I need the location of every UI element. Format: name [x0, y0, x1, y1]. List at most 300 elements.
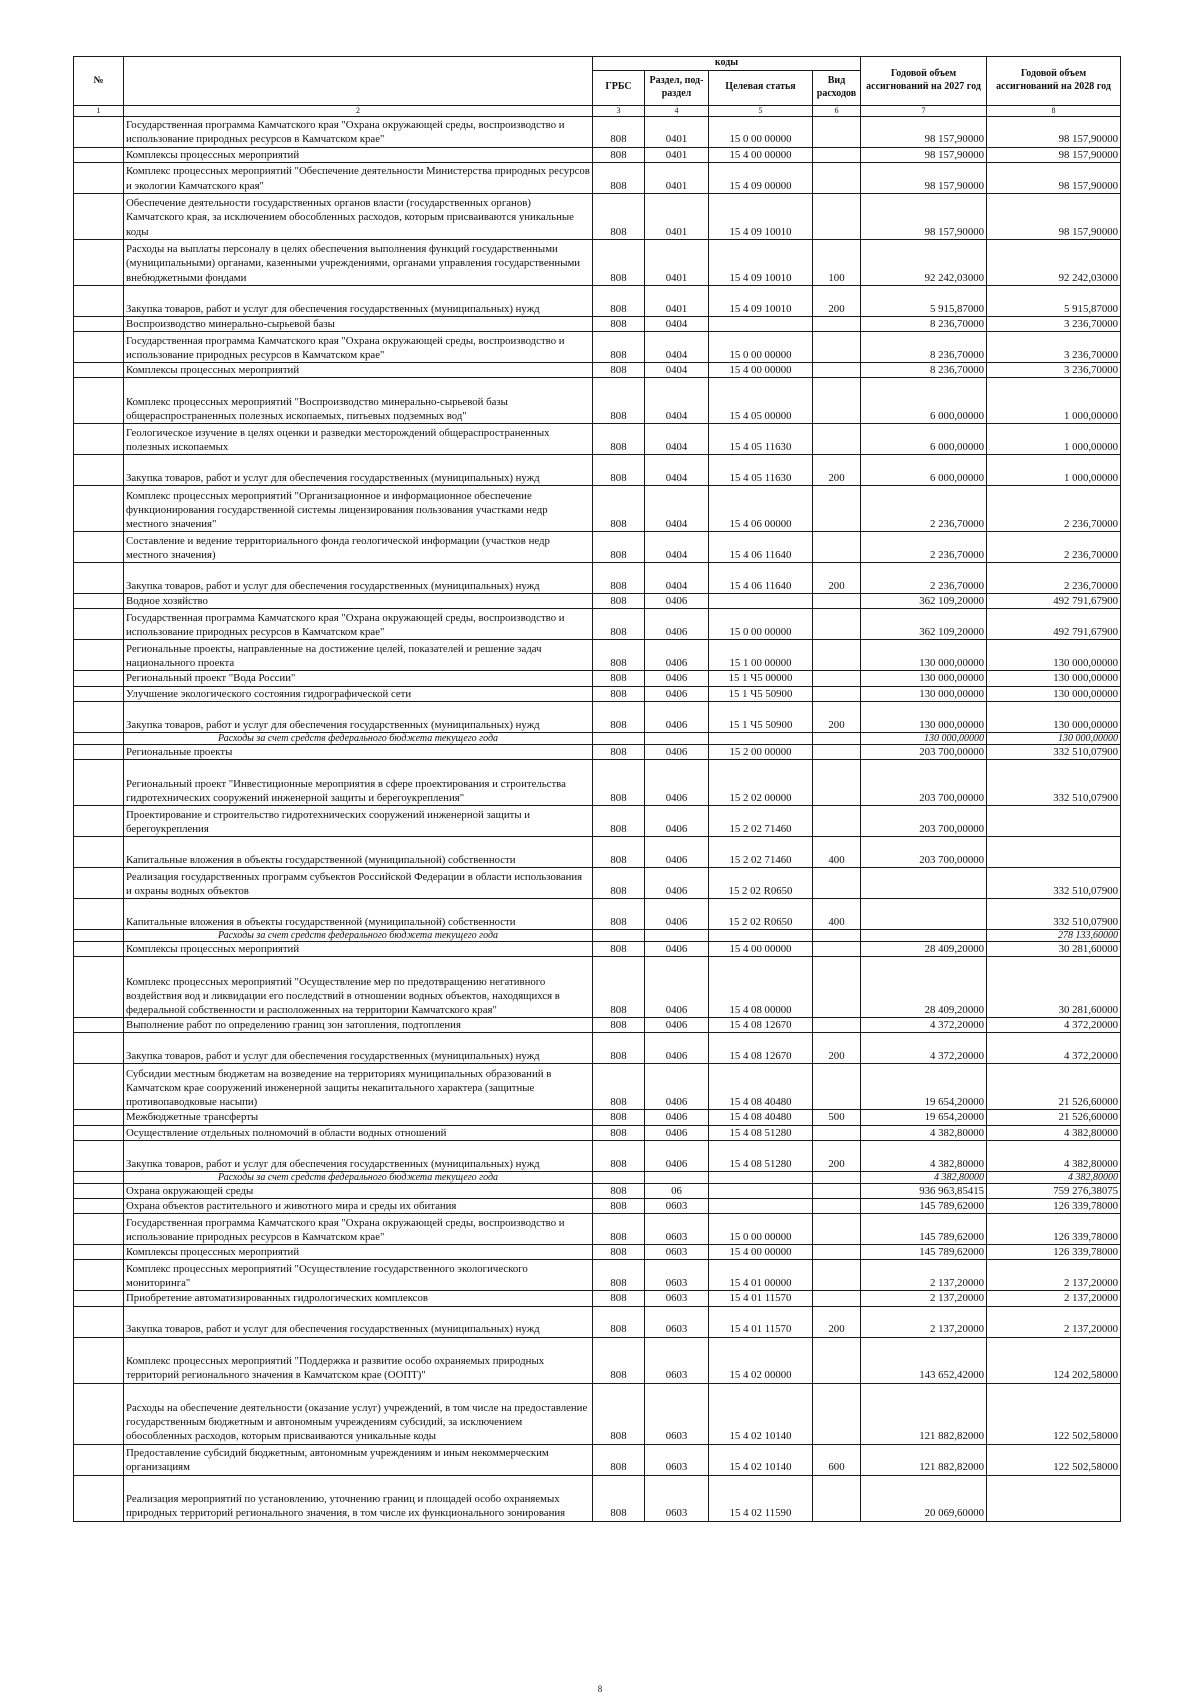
row-number-cell — [74, 640, 124, 671]
table-row — [74, 1475, 1121, 1521]
row-section-cell: 0406 — [645, 941, 709, 956]
row-2028-cell: 98 157,90000 — [987, 193, 1121, 239]
header-section: Раздел, под-раздел — [645, 70, 709, 105]
row-section-cell: 0406 — [645, 1064, 709, 1110]
row-target-cell: 15 4 00 00000 — [709, 1245, 813, 1260]
row-2028-cell: 2 236,70000 — [987, 563, 1121, 594]
row-section-cell: 0406 — [645, 686, 709, 701]
row-2028-cell: 30 281,60000 — [987, 941, 1121, 956]
row-number-cell — [74, 1183, 124, 1198]
row-name-cell: Комплекс процессных мероприятий "Организационное и информационное обеспечение функционирования государственной системы лицензирования пользования участками недр местного значения" — [124, 486, 593, 532]
row-name-cell: Межбюджетные трансферты — [124, 1110, 593, 1125]
row-number-cell — [74, 1383, 124, 1444]
row-section-cell: 0603 — [645, 1383, 709, 1444]
row-grbs-cell: 808 — [593, 759, 645, 805]
row-target-cell: 15 4 08 40480 — [709, 1064, 813, 1110]
row-2028-cell — [987, 805, 1121, 836]
row-number-cell — [74, 686, 124, 701]
row-name-cell: Составление и ведение территориального фонда геологической информации (участков недр местного значения) — [124, 532, 593, 563]
row-expense-type-cell — [813, 1198, 861, 1213]
row-2027-cell: 98 157,90000 — [861, 116, 987, 147]
row-target-cell — [709, 316, 813, 331]
table-row — [74, 1444, 1121, 1475]
row-number-cell — [74, 1125, 124, 1140]
row-expense-type-cell — [813, 744, 861, 759]
row-2027-cell: 4 372,20000 — [861, 1018, 987, 1033]
row-name-cell: Закупка товаров, работ и услуг для обеспечения государственных (муниципальных) нужд — [124, 1033, 593, 1064]
header-target: Целевая статья — [709, 70, 813, 105]
row-2027-cell: 2 137,20000 — [861, 1260, 987, 1291]
row-number-cell — [74, 285, 124, 316]
row-grbs-cell: 808 — [593, 285, 645, 316]
header-2027: Годовой объем ассигнований на 2027 год — [861, 57, 987, 106]
row-section-cell: 0406 — [645, 957, 709, 1018]
row-number-cell — [74, 836, 124, 867]
row-2028-cell: 1 000,00000 — [987, 424, 1121, 455]
row-2028-cell: 4 372,20000 — [987, 1018, 1121, 1033]
row-section-cell: 0404 — [645, 455, 709, 486]
table-row — [74, 316, 1121, 331]
row-grbs-cell: 808 — [593, 1337, 645, 1383]
row-2027-cell: 2 137,20000 — [861, 1306, 987, 1337]
row-name-cell: Закупка товаров, работ и услуг для обеспечения государственных (муниципальных) нужд — [124, 455, 593, 486]
row-grbs-cell: 808 — [593, 957, 645, 1018]
row-section-cell: 0406 — [645, 744, 709, 759]
row-name-cell: Расходы за счет средств федерального бюджета текущего года — [124, 1171, 593, 1183]
table-row — [74, 1183, 1121, 1198]
row-grbs-cell: 808 — [593, 836, 645, 867]
table-row — [74, 239, 1121, 285]
row-section-cell: 0406 — [645, 671, 709, 686]
row-name-cell: Капитальные вложения в объекты государственной (муниципальной) собственности — [124, 898, 593, 929]
row-number-cell — [74, 1198, 124, 1213]
row-2028-cell: 21 526,60000 — [987, 1064, 1121, 1110]
row-grbs-cell: 808 — [593, 1110, 645, 1125]
row-target-cell: 15 4 08 00000 — [709, 957, 813, 1018]
row-expense-type-cell — [813, 594, 861, 609]
row-2027-cell: 8 236,70000 — [861, 362, 987, 377]
row-name-cell: Государственная программа Камчатского края "Охрана окружающей среды, воспроизводство и использование природных ресурсов в Камчатском крае" — [124, 116, 593, 147]
table-row — [74, 1214, 1121, 1245]
row-expense-type-cell — [813, 193, 861, 239]
row-2028-cell: 130 000,00000 — [987, 671, 1121, 686]
row-expense-type-cell — [813, 1337, 861, 1383]
row-expense-type-cell — [813, 116, 861, 147]
row-name-cell: Государственная программа Камчатского края "Охрана окружающей среды, воспроизводство и использование природных ресурсов в Камчатском крае" — [124, 331, 593, 362]
row-grbs-cell: 808 — [593, 563, 645, 594]
row-number-cell — [74, 957, 124, 1018]
row-grbs-cell: 808 — [593, 686, 645, 701]
row-2027-cell: 20 069,60000 — [861, 1475, 987, 1521]
table-row — [74, 671, 1121, 686]
row-grbs-cell: 808 — [593, 378, 645, 424]
row-expense-type-cell — [813, 686, 861, 701]
row-2028-cell: 332 510,07900 — [987, 898, 1121, 929]
table-row — [74, 116, 1121, 147]
row-grbs-cell: 808 — [593, 193, 645, 239]
row-section-cell: 0401 — [645, 285, 709, 316]
row-grbs-cell: 808 — [593, 671, 645, 686]
row-2027-cell: 130 000,00000 — [861, 671, 987, 686]
row-expense-type-cell — [813, 532, 861, 563]
table-row — [74, 424, 1121, 455]
row-2027-cell: 203 700,00000 — [861, 836, 987, 867]
row-number-cell — [74, 563, 124, 594]
row-target-cell: 15 4 08 51280 — [709, 1125, 813, 1140]
row-grbs-cell: 808 — [593, 116, 645, 147]
budget-table — [73, 56, 1121, 1522]
row-name-cell: Закупка товаров, работ и услуг для обеспечения государственных (муниципальных) нужд — [124, 563, 593, 594]
row-section-cell: 0404 — [645, 378, 709, 424]
row-section-cell: 0404 — [645, 316, 709, 331]
row-expense-type-cell: 600 — [813, 1444, 861, 1475]
table-row — [74, 563, 1121, 594]
row-grbs-cell: 808 — [593, 805, 645, 836]
row-expense-type-cell — [813, 640, 861, 671]
row-number-cell — [74, 898, 124, 929]
row-2027-cell: 130 000,00000 — [861, 686, 987, 701]
row-2027-cell: 121 882,82000 — [861, 1383, 987, 1444]
row-expense-type-cell — [813, 424, 861, 455]
row-2028-cell: 4 382,80000 — [987, 1140, 1121, 1171]
table-row — [74, 759, 1121, 805]
row-grbs-cell: 808 — [593, 1260, 645, 1291]
row-section-cell: 0401 — [645, 147, 709, 162]
row-2027-cell: 145 789,62000 — [861, 1245, 987, 1260]
row-section-cell: 0406 — [645, 1140, 709, 1171]
row-2027-cell — [861, 898, 987, 929]
row-number-cell — [74, 941, 124, 956]
row-2027-cell: 2 137,20000 — [861, 1291, 987, 1306]
row-2028-cell: 2 137,20000 — [987, 1291, 1121, 1306]
row-section-cell: 0404 — [645, 424, 709, 455]
row-number-cell — [74, 532, 124, 563]
row-number-cell — [74, 486, 124, 532]
row-target-cell: 15 4 01 00000 — [709, 1260, 813, 1291]
header-2028: Годовой объем ассигнований на 2028 год — [987, 57, 1121, 106]
row-target-cell: 15 4 05 00000 — [709, 378, 813, 424]
table-row — [74, 193, 1121, 239]
row-target-cell: 15 4 08 40480 — [709, 1110, 813, 1125]
row-expense-type-cell — [813, 941, 861, 956]
table-row — [74, 331, 1121, 362]
page-number: 8 — [597, 1684, 603, 1694]
row-2028-cell: 30 281,60000 — [987, 957, 1121, 1018]
row-expense-type-cell — [813, 1245, 861, 1260]
row-section-cell — [645, 732, 709, 744]
row-name-cell: Геологическое изучение в целях оценки и разведки месторождений общераспространенных полезных ископаемых — [124, 424, 593, 455]
row-name-cell: Комплекс процессных мероприятий "Воспроизводство минерально-сырьевой базы общераспространенных полезных ископаемых, питьевых подземных вод" — [124, 378, 593, 424]
row-name-cell: Водное хозяйство — [124, 594, 593, 609]
table-row — [74, 162, 1121, 193]
row-expense-type-cell — [813, 805, 861, 836]
row-grbs-cell: 808 — [593, 162, 645, 193]
row-target-cell — [709, 1183, 813, 1198]
row-section-cell: 0406 — [645, 1125, 709, 1140]
row-expense-type-cell — [813, 147, 861, 162]
row-target-cell: 15 4 06 00000 — [709, 486, 813, 532]
row-2027-cell: 4 372,20000 — [861, 1033, 987, 1064]
table-row — [74, 1260, 1121, 1291]
row-2027-cell: 4 382,80000 — [861, 1140, 987, 1171]
row-2028-cell: 124 202,58000 — [987, 1337, 1121, 1383]
row-section-cell: 0404 — [645, 362, 709, 377]
row-target-cell: 15 4 09 10010 — [709, 239, 813, 285]
row-name-cell: Проектирование и строительство гидротехнических сооружений инженерной защиты и берегоукрепления — [124, 805, 593, 836]
row-name-cell: Расходы за счет средств федерального бюджета текущего года — [124, 732, 593, 744]
row-expense-type-cell — [813, 867, 861, 898]
table-row — [74, 1018, 1121, 1033]
row-section-cell: 0406 — [645, 594, 709, 609]
row-2028-cell: 122 502,58000 — [987, 1444, 1121, 1475]
row-section-cell: 0406 — [645, 1033, 709, 1064]
row-expense-type-cell: 400 — [813, 836, 861, 867]
row-grbs-cell: 808 — [593, 239, 645, 285]
row-section-cell: 0406 — [645, 1110, 709, 1125]
row-number-cell — [74, 1018, 124, 1033]
row-section-cell: 06 — [645, 1183, 709, 1198]
row-expense-type-cell — [813, 378, 861, 424]
row-2028-cell: 98 157,90000 — [987, 116, 1121, 147]
row-2027-cell: 130 000,00000 — [861, 640, 987, 671]
row-name-cell: Расходы на выплаты персоналу в целях обеспечения выполнения функций государственными (муниципальными) органами, казенными учреждениями, органами управления государственными внебюджетными фондами — [124, 239, 593, 285]
row-grbs-cell: 808 — [593, 1291, 645, 1306]
row-name-cell: Комплексы процессных мероприятий — [124, 147, 593, 162]
row-name-cell: Субсидии местным бюджетам на возведение на территориях муниципальных образований в Камчатском крае сооружений инженерной защиты некапитального характера (защитные противопаводковые насыпи) — [124, 1064, 593, 1110]
row-name-cell: Расходы на обеспечение деятельности (оказание услуг) учреждений, в том числе на предоставление государственным бюджетным и автономным учреждениям субсидий, за исключением обособленных расходов, которым присваиваются уникальные коды — [124, 1383, 593, 1444]
row-number-cell — [74, 147, 124, 162]
row-expense-type-cell: 200 — [813, 1140, 861, 1171]
row-target-cell: 15 2 02 71460 — [709, 836, 813, 867]
row-section-cell: 0603 — [645, 1214, 709, 1245]
row-expense-type-cell — [813, 1064, 861, 1110]
row-grbs-cell: 808 — [593, 1475, 645, 1521]
row-name-cell: Закупка товаров, работ и услуг для обеспечения государственных (муниципальных) нужд — [124, 1306, 593, 1337]
row-expense-type-cell: 200 — [813, 285, 861, 316]
row-target-cell: 15 1 Ч5 50900 — [709, 686, 813, 701]
table-row — [74, 1337, 1121, 1383]
row-name-cell: Региональный проект "Вода России" — [124, 671, 593, 686]
column-number: 5 — [709, 105, 813, 116]
row-expense-type-cell — [813, 331, 861, 362]
row-2028-cell: 122 502,58000 — [987, 1383, 1121, 1444]
row-grbs-cell: 808 — [593, 1125, 645, 1140]
row-target-cell: 15 2 02 R0650 — [709, 867, 813, 898]
row-section-cell: 0406 — [645, 867, 709, 898]
row-target-cell: 15 2 02 R0650 — [709, 898, 813, 929]
row-number-cell — [74, 701, 124, 732]
row-grbs-cell: 808 — [593, 609, 645, 640]
row-2028-cell: 332 510,07900 — [987, 759, 1121, 805]
row-section-cell: 0401 — [645, 193, 709, 239]
row-2028-cell: 4 382,80000 — [987, 1171, 1121, 1183]
row-grbs-cell: 808 — [593, 331, 645, 362]
row-number-cell — [74, 929, 124, 941]
row-name-cell: Государственная программа Камчатского края "Охрана окружающей среды, воспроизводство и использование природных ресурсов в Камчатском крае" — [124, 1214, 593, 1245]
table-row — [74, 898, 1121, 929]
table-row — [74, 867, 1121, 898]
row-name-cell: Государственная программа Камчатского края "Охрана окружающей среды, воспроизводство и использование природных ресурсов в Камчатском крае" — [124, 609, 593, 640]
table-row — [74, 1383, 1121, 1444]
column-number-row — [74, 105, 1121, 116]
table-row — [74, 486, 1121, 532]
row-name-cell: Предоставление субсидий бюджетным, автономным учреждениям и иным некоммерческим организациям — [124, 1444, 593, 1475]
row-2027-cell — [861, 867, 987, 898]
header-name — [124, 57, 593, 106]
row-section-cell: 0406 — [645, 805, 709, 836]
row-target-cell: 15 4 06 11640 — [709, 532, 813, 563]
row-2027-cell: 143 652,42000 — [861, 1337, 987, 1383]
row-section-cell: 0603 — [645, 1306, 709, 1337]
row-name-cell: Реализация мероприятий по установлению, уточнению границ и площадей особо охраняемых природных территорий регионального значения, в том числе их функционального зонирования — [124, 1475, 593, 1521]
row-2027-cell: 19 654,20000 — [861, 1064, 987, 1110]
row-grbs-cell: 808 — [593, 898, 645, 929]
row-2027-cell: 362 109,20000 — [861, 594, 987, 609]
row-expense-type-cell: 200 — [813, 1033, 861, 1064]
row-target-cell: 15 4 05 11630 — [709, 455, 813, 486]
table-row — [74, 1140, 1121, 1171]
row-grbs-cell: 808 — [593, 1183, 645, 1198]
header-grbs: ГРБС — [593, 70, 645, 105]
row-2027-cell: 28 409,20000 — [861, 957, 987, 1018]
row-expense-type-cell — [813, 1214, 861, 1245]
row-name-cell: Реализация государственных программ субъектов Российской Федерации в области использования и охраны водных объектов — [124, 867, 593, 898]
row-expense-type-cell — [813, 1475, 861, 1521]
row-section-cell: 0603 — [645, 1475, 709, 1521]
table-row — [74, 1306, 1121, 1337]
row-number-cell — [74, 1245, 124, 1260]
table-row — [74, 609, 1121, 640]
row-number-cell — [74, 1260, 124, 1291]
row-grbs-cell: 808 — [593, 147, 645, 162]
row-name-cell: Закупка товаров, работ и услуг для обеспечения государственных (муниципальных) нужд — [124, 285, 593, 316]
row-name-cell: Выполнение работ по определению границ зон затопления, подтопления — [124, 1018, 593, 1033]
table-row — [74, 1245, 1121, 1260]
row-2027-cell: 203 700,00000 — [861, 759, 987, 805]
row-expense-type-cell — [813, 759, 861, 805]
row-target-cell: 15 4 00 00000 — [709, 362, 813, 377]
row-number-cell — [74, 331, 124, 362]
row-name-cell: Обеспечение деятельности государственных органов власти (государственных органов) Камчатского края, за исключением обособленных расходов, которым присваиваются уникальные коды — [124, 193, 593, 239]
row-name-cell: Региональный проект "Инвестиционные мероприятия в сфере проектирования и строительства гидротехнических сооружений инженерной защиты и берегоукрепления" — [124, 759, 593, 805]
row-2027-cell: 5 915,87000 — [861, 285, 987, 316]
row-2028-cell: 98 157,90000 — [987, 162, 1121, 193]
row-grbs-cell: 808 — [593, 532, 645, 563]
row-expense-type-cell — [813, 1383, 861, 1444]
table-row — [74, 701, 1121, 732]
row-number-cell — [74, 1337, 124, 1383]
row-2028-cell: 492 791,67900 — [987, 609, 1121, 640]
table-row — [74, 147, 1121, 162]
table-row — [74, 1125, 1121, 1140]
row-grbs-cell: 808 — [593, 867, 645, 898]
row-expense-type-cell: 500 — [813, 1110, 861, 1125]
row-2028-cell: 278 133,60000 — [987, 929, 1121, 941]
row-number-cell — [74, 1110, 124, 1125]
row-2028-cell: 98 157,90000 — [987, 147, 1121, 162]
row-expense-type-cell — [813, 609, 861, 640]
row-section-cell: 0603 — [645, 1291, 709, 1306]
row-name-cell: Комплексы процессных мероприятий — [124, 362, 593, 377]
row-name-cell: Осуществление отдельных полномочий в области водных отношений — [124, 1125, 593, 1140]
row-expense-type-cell: 200 — [813, 563, 861, 594]
row-number-cell — [74, 867, 124, 898]
row-2027-cell: 362 109,20000 — [861, 609, 987, 640]
row-2027-cell: 145 789,62000 — [861, 1198, 987, 1213]
row-section-cell: 0406 — [645, 836, 709, 867]
row-section-cell: 0603 — [645, 1260, 709, 1291]
table-row — [74, 285, 1121, 316]
row-section-cell: 0406 — [645, 1018, 709, 1033]
row-expense-type-cell — [813, 1260, 861, 1291]
row-2027-cell: 28 409,20000 — [861, 941, 987, 956]
row-name-cell: Комплекс процессных мероприятий "Поддержка и развитие особо охраняемых природных территорий регионального значения в Камчатском крае (ООПТ)" — [124, 1337, 593, 1383]
row-2027-cell: 8 236,70000 — [861, 331, 987, 362]
column-number: 8 — [987, 105, 1121, 116]
table-row — [74, 957, 1121, 1018]
row-number-cell — [74, 1291, 124, 1306]
row-grbs-cell — [593, 1171, 645, 1183]
row-target-cell: 15 2 02 71460 — [709, 805, 813, 836]
row-number-cell — [74, 609, 124, 640]
row-number-cell — [74, 193, 124, 239]
row-target-cell: 15 4 08 12670 — [709, 1018, 813, 1033]
table-row — [74, 362, 1121, 377]
row-section-cell: 0401 — [645, 239, 709, 285]
row-expense-type-cell — [813, 362, 861, 377]
row-grbs-cell: 808 — [593, 941, 645, 956]
row-number-cell — [74, 744, 124, 759]
row-expense-type-cell — [813, 1291, 861, 1306]
row-number-cell — [74, 759, 124, 805]
row-2027-cell: 6 000,00000 — [861, 378, 987, 424]
row-grbs-cell: 808 — [593, 1140, 645, 1171]
table-row — [74, 744, 1121, 759]
row-2027-cell: 4 382,80000 — [861, 1125, 987, 1140]
row-grbs-cell — [593, 732, 645, 744]
row-target-cell — [709, 929, 813, 941]
row-2028-cell: 130 000,00000 — [987, 640, 1121, 671]
table-note-row — [74, 732, 1121, 744]
table-row — [74, 455, 1121, 486]
header-expense-type: Вид расходов — [813, 70, 861, 105]
row-target-cell: 15 0 00 00000 — [709, 331, 813, 362]
row-name-cell: Капитальные вложения в объекты государственной (муниципальной) собственности — [124, 836, 593, 867]
row-2027-cell: 8 236,70000 — [861, 316, 987, 331]
row-grbs-cell: 808 — [593, 1245, 645, 1260]
row-number-cell — [74, 239, 124, 285]
table-row — [74, 532, 1121, 563]
row-2027-cell: 2 236,70000 — [861, 486, 987, 532]
row-target-cell: 15 4 01 11570 — [709, 1306, 813, 1337]
row-number-cell — [74, 732, 124, 744]
table-row — [74, 941, 1121, 956]
row-2028-cell: 4 382,80000 — [987, 1125, 1121, 1140]
row-expense-type-cell — [813, 1125, 861, 1140]
row-target-cell: 15 0 00 00000 — [709, 1214, 813, 1245]
row-2028-cell: 1 000,00000 — [987, 378, 1121, 424]
row-grbs-cell: 808 — [593, 1306, 645, 1337]
row-section-cell: 0404 — [645, 532, 709, 563]
row-target-cell: 15 4 00 00000 — [709, 941, 813, 956]
row-grbs-cell: 808 — [593, 1064, 645, 1110]
row-target-cell: 15 2 00 00000 — [709, 744, 813, 759]
row-expense-type-cell — [813, 1018, 861, 1033]
row-expense-type-cell — [813, 486, 861, 532]
row-number-cell — [74, 1306, 124, 1337]
header-number: № — [74, 57, 124, 106]
row-name-cell: Закупка товаров, работ и услуг для обеспечения государственных (муниципальных) нужд — [124, 1140, 593, 1171]
